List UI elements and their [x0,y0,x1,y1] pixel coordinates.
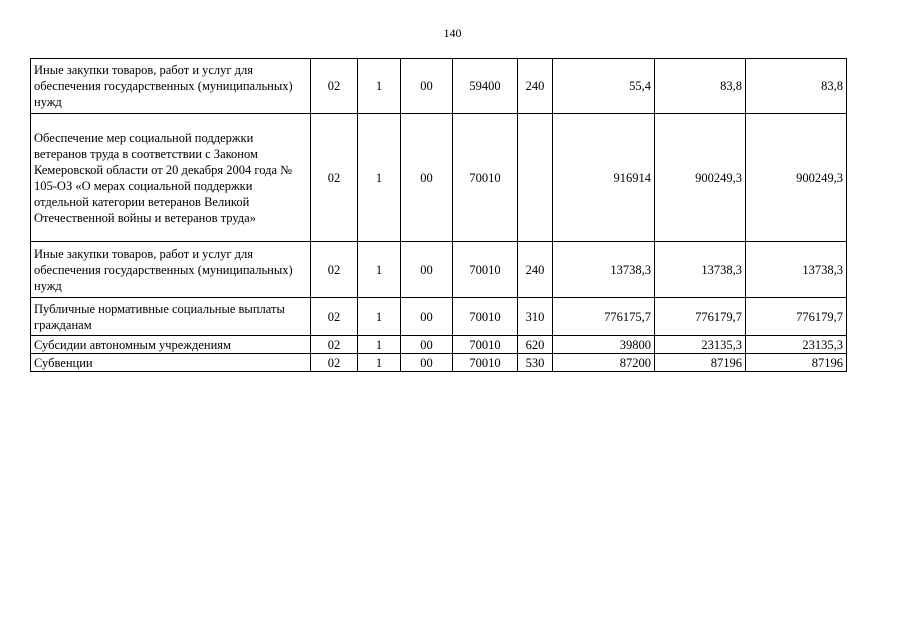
value-cell: 900249,3 [746,114,847,242]
value-cell: 23135,3 [655,336,746,354]
code-cell: 70010 [453,298,518,336]
table-row [31,114,847,242]
code-cell: 70010 [453,336,518,354]
value-cell: 776179,7 [746,298,847,336]
value-cell: 83,8 [655,59,746,114]
row-name: Субвенции [31,354,311,372]
page-number: 140 [443,26,462,40]
value-cell: 87196 [655,354,746,372]
code-cell: 02 [311,242,358,298]
code-cell: 620 [518,336,553,354]
code-cell: 02 [311,114,358,242]
code-cell: 59400 [453,59,518,114]
value-cell: 87200 [553,354,655,372]
value-cell: 776179,7 [655,298,746,336]
code-cell: 1 [358,336,401,354]
code-cell: 00 [401,336,453,354]
code-cell [518,114,553,242]
row-name: Иные закупки товаров, работ и услуг для обеспечения государственных (муниципальных) нужд [31,59,311,114]
code-cell: 310 [518,298,553,336]
value-cell: 13738,3 [553,242,655,298]
code-cell: 1 [358,298,401,336]
value-cell: 13738,3 [746,242,847,298]
code-cell: 530 [518,354,553,372]
code-cell: 70010 [453,354,518,372]
code-cell: 1 [358,354,401,372]
code-cell: 70010 [453,242,518,298]
value-cell: 87196 [746,354,847,372]
row-name: Обеспечение мер социальной поддержки ветеранов труда в соответствии с Законом Кемеровской области от 20 декабря 2004 года № 105-ОЗ «О мерах социальной поддержки отдельной категории ветеранов Великой Отечественной войны и ветеранов труда» [31,114,311,242]
row-name: Публичные нормативные социальные выплаты гражданам [31,298,311,336]
code-cell: 70010 [453,114,518,242]
code-cell: 02 [311,354,358,372]
code-cell: 02 [311,298,358,336]
value-cell: 55,4 [553,59,655,114]
value-cell: 23135,3 [746,336,847,354]
code-cell: 00 [401,354,453,372]
table-row [31,59,847,114]
code-cell: 02 [311,59,358,114]
value-cell: 39800 [553,336,655,354]
code-cell: 1 [358,242,401,298]
table-row [31,298,847,336]
code-cell: 02 [311,336,358,354]
code-cell: 00 [401,242,453,298]
code-cell: 00 [401,114,453,242]
code-cell: 1 [358,59,401,114]
table-row [31,336,847,354]
row-name: Иные закупки товаров, работ и услуг для обеспечения государственных (муниципальных) нужд [31,242,311,298]
value-cell: 900249,3 [655,114,746,242]
value-cell: 776175,7 [553,298,655,336]
table-row [31,242,847,298]
value-cell: 13738,3 [655,242,746,298]
code-cell: 1 [358,114,401,242]
code-cell: 00 [401,59,453,114]
budget-table [30,58,847,372]
code-cell: 00 [401,298,453,336]
table-row [31,354,847,372]
value-cell: 916914 [553,114,655,242]
row-name: Субсидии автономным учреждениям [31,336,311,354]
value-cell: 83,8 [746,59,847,114]
code-cell: 240 [518,59,553,114]
code-cell: 240 [518,242,553,298]
